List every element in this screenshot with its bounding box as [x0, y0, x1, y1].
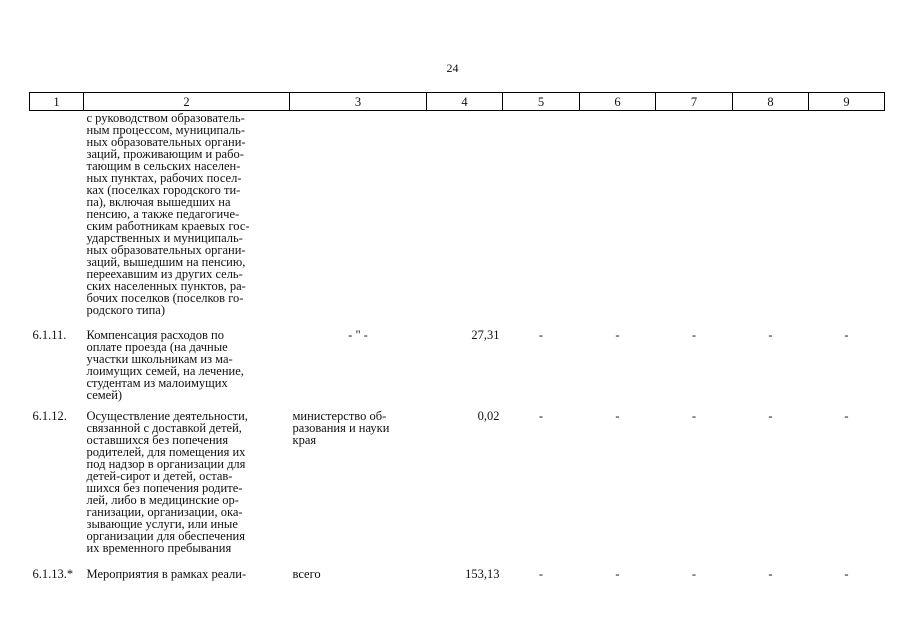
table-row	[30, 111, 885, 330]
item-description	[84, 329, 290, 410]
text-line: переехавшим из других сель-	[86, 267, 243, 281]
value-cell	[809, 111, 885, 330]
value-cell	[733, 111, 809, 330]
text-line: ским работникам краевых гос-	[86, 219, 250, 233]
responsible-party	[290, 568, 427, 580]
text-line: бочих поселков (поселков го-	[86, 291, 244, 305]
item-description	[84, 410, 290, 568]
value-cell	[580, 111, 656, 330]
text-line: - " -	[348, 328, 368, 342]
value-cell: -	[615, 409, 620, 423]
table-header-row	[30, 93, 885, 111]
text-line: под надзор в организации для	[86, 457, 246, 471]
value-cell: -	[844, 328, 849, 342]
value-cell: -	[691, 409, 697, 423]
column-header: 4	[427, 93, 503, 111]
text-line: лей, либо в медицинские ор-	[86, 493, 239, 507]
value-cell: -	[844, 409, 849, 423]
text-line: их временного пребывания	[86, 541, 232, 555]
responsible-party	[290, 329, 427, 410]
value-cell: -	[768, 409, 773, 423]
amount-value: 27,31	[471, 328, 500, 342]
text-line: ных образовательных органи-	[86, 243, 246, 257]
text-line: па), включая вышедших на	[86, 195, 231, 209]
text-line: Осуществление деятельности,	[86, 409, 248, 423]
text-line: ских населенных пунктов, ра-	[86, 279, 246, 293]
column-header: 2	[84, 93, 290, 111]
item-number	[30, 111, 84, 330]
value-cell	[656, 111, 733, 330]
table-row	[30, 329, 885, 410]
text-line: ударственных и муниципаль-	[86, 231, 243, 245]
text-line: ных образовательных органи-	[86, 135, 246, 149]
value-cell: -	[538, 567, 544, 581]
value-cell	[503, 111, 580, 330]
column-header: 1	[30, 93, 84, 111]
table-body	[30, 111, 885, 581]
table-row	[30, 568, 885, 580]
value-cell: -	[768, 567, 773, 581]
text-line: пенсию, а также педагогиче-	[86, 207, 240, 221]
text-line: оставшихся без попечения	[86, 433, 229, 447]
value-cell: -	[768, 328, 773, 342]
value-cell: -	[538, 409, 544, 423]
text-line: лоимущих семей, на лечение,	[86, 364, 244, 378]
item-description	[84, 111, 290, 330]
text-line: оплате проезда (на дачные	[86, 340, 228, 354]
text-line: организации для обеспечения	[86, 529, 245, 543]
text-line: тающим в сельских населен-	[86, 159, 241, 173]
text-line: ках (поселках городского ти-	[86, 183, 241, 197]
budget-table	[29, 92, 885, 580]
text-line: всего	[292, 567, 321, 581]
text-line: разования и науки	[292, 421, 390, 435]
text-line: детей-сирот и детей, остав-	[86, 469, 233, 483]
text-line: заций, проживающим и рабо-	[86, 147, 244, 161]
column-header: 6	[580, 93, 656, 111]
column-header: 3	[290, 93, 427, 111]
text-line: Мероприятия в рамках реали-	[86, 567, 247, 581]
column-header: 5	[503, 93, 580, 111]
item-description	[84, 568, 290, 580]
text-line: шихся без попечения родите-	[86, 481, 243, 495]
text-line: заций, вышедшим на пенсию,	[86, 255, 246, 269]
page-number: 24	[446, 61, 459, 75]
text-line: края	[292, 433, 317, 447]
value-cell: -	[844, 567, 849, 581]
value-cell: -	[615, 567, 620, 581]
text-line: ным процессом, муниципаль-	[86, 123, 245, 137]
text-line: родителей, для помещения их	[86, 445, 246, 459]
column-header: 7	[656, 93, 733, 111]
text-line: с руководством образователь-	[86, 111, 245, 125]
amount-value: 153,13	[465, 567, 500, 581]
text-line: ных пунктах, рабочих посел-	[86, 171, 242, 185]
value-cell: -	[615, 328, 620, 342]
column-header: 8	[733, 93, 809, 111]
text-line: ганизации, организации, ока-	[86, 505, 243, 519]
item-number: 6.1.11.	[32, 328, 67, 342]
item-number: 6.1.12.	[32, 409, 67, 423]
text-line: родского типа)	[86, 303, 165, 317]
column-header: 9	[809, 93, 885, 111]
amount-value	[427, 111, 503, 330]
value-cell: -	[691, 328, 697, 342]
table-row	[30, 410, 885, 568]
text-line: студентам из малоимущих	[86, 376, 228, 390]
amount-value: 0,02	[477, 409, 500, 423]
value-cell: -	[691, 567, 697, 581]
responsible-party	[290, 410, 427, 568]
text-line: министерство об-	[292, 409, 387, 423]
text-line: семей)	[86, 388, 123, 402]
text-line: связанной с доставкой детей,	[86, 421, 242, 435]
text-line: Компенсация расходов по	[86, 328, 224, 342]
value-cell: -	[538, 328, 544, 342]
responsible-party	[290, 111, 427, 330]
text-line: зывающие услуги, или иные	[86, 517, 238, 531]
text-line: участки школьникам из ма-	[86, 352, 233, 366]
item-number: 6.1.13.*	[32, 567, 74, 581]
